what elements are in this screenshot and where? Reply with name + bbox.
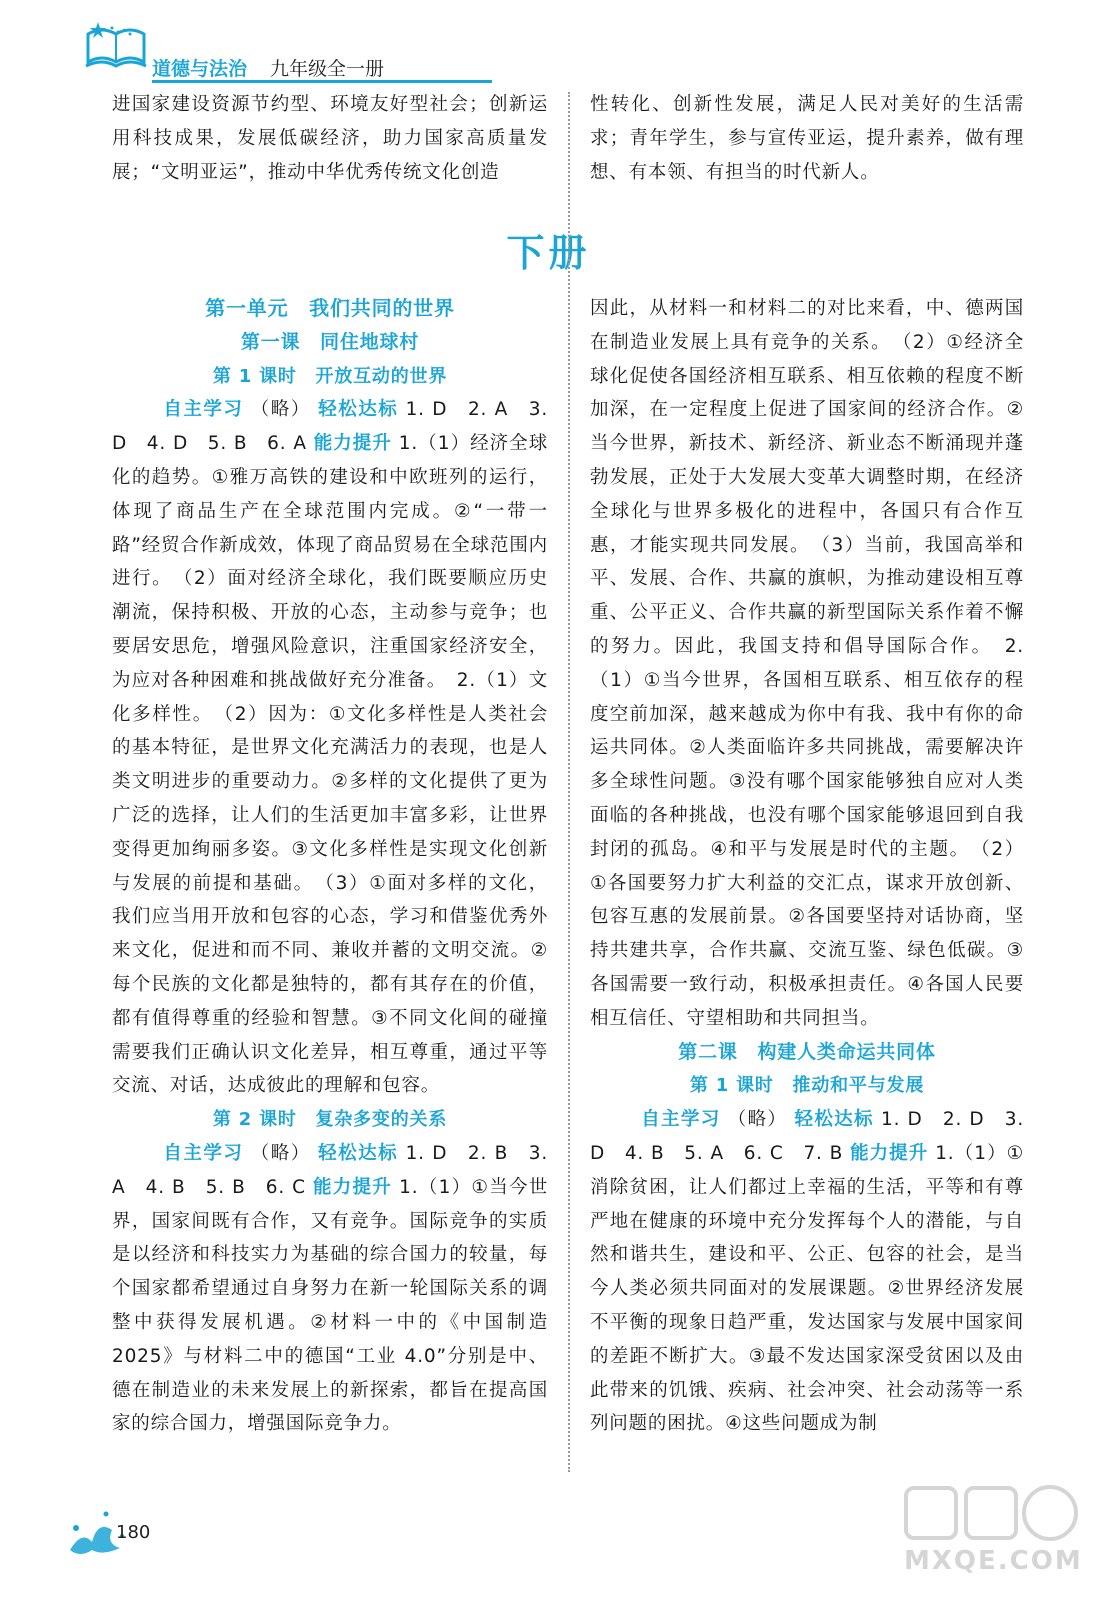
- open-book-star-icon: [84, 20, 148, 70]
- ability-answer: 1.（1）①当今世界，国家间既有合作，又有竞争。国际竞争的实质是以经济和科技实力为基础的综合国力的较量，每个国家都希望通过自身努力在新一轮国际关系的调整中获得发展机遇。②材料一中的《中国制造 2025》与材料二中的德国“工业 4.0”分别是中、德在制造业的未来发展上的新探索，都旨在提高国家的综合国力，增强国际竞争力。: [112, 1176, 549, 1435]
- easy-tag: 轻松达标: [318, 1142, 399, 1164]
- grade-title: 九年级全一册: [270, 58, 385, 80]
- easy-tag: 轻松达标: [794, 1109, 874, 1131]
- self-study-tag: 自主学习: [641, 1109, 721, 1131]
- easy-answers: 1. D 2. A 3. D 4. D 5. B 6. A: [112, 399, 549, 455]
- self-study-value: （略）: [727, 1109, 788, 1131]
- watermark: [900, 1480, 1090, 1590]
- ability-answer: 1.（1）经济全球化的趋势。①雅万高铁的建设和中欧班列的运行，体现了商品生产在全球范围内完成。②“一带一路”经贸合作新成效，体现了商品贸易在全球范围内进行。 （2）面对经济全球化，我们既要顺应历史潮流，保持积极、开放的心态，主动参与竞争；也要居安思危，增强风险意识，注重国家经济安全，为应对各种困难和挑战做好充分准备。 2.（1）文化多样性。 （2）因为：①文化多样性是人类社会的基本特征，是世界文化充满活力的表现，也是人类文明进步的重要动力。②多样的文化提供了更为广泛的选择，让人们的生活更加丰富多彩，让世界变得更加绚丽多姿。③文化多样性是实现文化创新与发展的前提和基础。 （3）①面对多样的文化，我们应当用开放和包容的心态，学习和借鉴优秀外来文化，促进和而不同、兼收并蓄的文明交流。②每个民族的文化都是独特的，都有其存在的价值，都有值得尊重的经验和智慧。③不同文化间的碰撞需要我们正确认识文化差异，相互尊重，通过平等交流、对话，达成彼此的理解和包容。: [112, 433, 549, 1097]
- volume-title: 下册: [506, 230, 591, 275]
- header-rule: [152, 80, 492, 83]
- column-divider: [568, 92, 570, 1472]
- page-header: [84, 14, 414, 80]
- watermark-text: MXQE.COM: [904, 1546, 1083, 1576]
- paragraph: 因此，从材料一和材料二的对比来看，中、德两国在制造业发展上具有竞争的关系。 （2）①经济全球化促使各国经济相互联系、相互依赖的程度不断加深，在一定程度上促进了国家间的经济合作。②当今世界，新技术、新经济、新业态不断涌现并蓬勃发展，正处于大发展大变革大调整时期，在经济全球化与世界多极化的进程中，各国只有合作互惠，才能实现共同发展。 （3）当前，我国高举和平、发展、合作、共赢的旗帜，为推动建设相互尊重、公平正义、合作共赢的新型国际关系作着不懈的努力。因此，我国支持和倡导国际合作。 2.（1）①当今世界，各国相互联系、相互依存的程度空前加深，越来越成为你中有我、我中有你的命运共同体。②人类面临许多共同挑战，需要解决许多全球性问题。③没有哪个国家能够独自应对人类面临的各种挑战，也没有哪个国家能够退回到自我封闭的孤岛。④和平与发展是时代的主题。 （2）①各国要努力扩大利益的交汇点，谋求开放创新、包容互惠的发展前景。②各国要坚持对话协商，坚持共建共享，合作共赢、交流互鉴、绿色低碳。③各国需要一致行动，积极承担责任。④各国人民要相互信任、守望相助和共同担当。: [590, 298, 1024, 1029]
- ability-answer: 1.（1）①消除贫困，让人们都过上幸福的生活，平等和有尊严地在健康的环境中充分发挥每个人的潜能，与自然和谐共生，建设和平、公正、包容的社会，是当今人类必须共同面对的发展课题。②世界经济发展不平衡的现象日趋严重，发达国家与发展中国家间的差距不断扩大。③最不发达国家深受贫困以及由此带来的饥饿、疾病、社会冲突、社会动荡等一系列问题的困扰。④这些问题成为制: [590, 1142, 1025, 1435]
- top-right-continuation: [590, 88, 1024, 189]
- answer-block: [112, 1137, 548, 1441]
- ability-tag: 能力提升: [850, 1142, 929, 1164]
- answer-block: [112, 393, 548, 1103]
- paragraph: 性转化、创新性发展，满足人民对美好的生活需求；青年学生，参与宣传亚运，提升素养，做有理想、有本领、有担当的时代新人。: [590, 94, 1024, 183]
- subject-title: 道德与法治: [152, 58, 248, 80]
- paragraph: 进国家建设资源节约型、环境友好型社会；创新运用科技成果，发展低碳经济，助力国家高质量发展；“文明亚运”，推动中华优秀传统文化创造: [112, 94, 548, 183]
- top-left-continuation: [112, 88, 548, 189]
- self-study-value: （略）: [250, 1142, 311, 1164]
- easy-answers: 1. D 2. B 3. A 4. B 5. B 6. C: [112, 1142, 549, 1198]
- period-title: 第 1 课时 推动和平与发展: [689, 1075, 925, 1097]
- self-study-tag: 自主学习: [163, 399, 244, 421]
- left-column: [112, 292, 548, 1441]
- right-column: [590, 292, 1024, 1441]
- self-study-value: （略）: [250, 399, 311, 421]
- answer-block: [590, 1103, 1024, 1441]
- ability-tag: 能力提升: [313, 433, 392, 455]
- period-title: 第 1 课时 开放互动的世界: [212, 365, 448, 387]
- self-study-tag: 自主学习: [163, 1142, 244, 1164]
- ability-tag: 能力提升: [313, 1176, 393, 1198]
- page-number: 180: [116, 1522, 151, 1543]
- easy-tag: 轻松达标: [318, 399, 399, 421]
- lesson-title: 第一课 同住地球村: [240, 330, 420, 353]
- lesson-title: 第二课 构建人类命运共同体: [678, 1040, 936, 1063]
- period-title: 第 2 课时 复杂多变的关系: [212, 1109, 448, 1131]
- easy-answers: 1. D 2. D 3. D 4. B 5. A 6. C 7. B: [590, 1109, 1025, 1164]
- unit-title: 第一单元 我们共同的世界: [205, 296, 455, 320]
- watermark-logo-icon: [900, 1480, 1090, 1550]
